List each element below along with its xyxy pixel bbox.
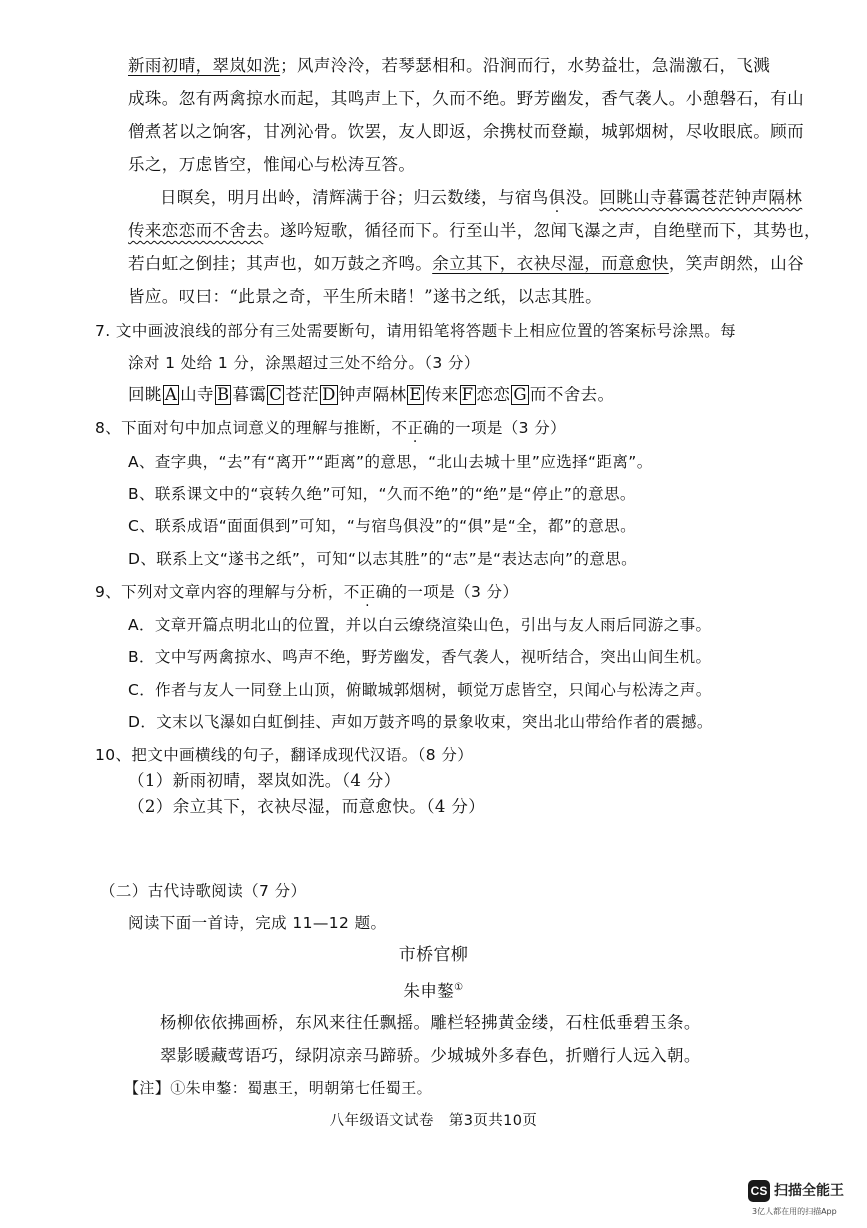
q7-stem: 涂对 1 处给 1 分，涂黑超过三处不给分。（3 分） [128,354,480,372]
answer-box: A [164,385,178,404]
q8-option: C、联系成语“面面俱到”可知，“与宿鸟俱没”的“俱”是“全，都”的意思。 [128,517,636,535]
q10-item: （1）新雨初晴，翠岚如洗。（4 分） [128,771,401,790]
q10-stem: 10、把文中画横线的句子，翻译成现代汉语。（8 分） [95,746,474,764]
underlined-sentence: 新雨初晴，翠岚如洗 [128,56,281,75]
q7-segments: 回眺 A 山寺 B 暮霭 C 苍茫 D 钟声隔林 E 传来 F 恋恋 G 而不舍去。 [128,385,615,404]
poem-line: 杨柳依依拂画桥，东风来往任飘摇。雕栏轻拂黄金缕，石柱低垂碧玉条。 [160,1013,701,1032]
q7-stem: 7. 文中画波浪线的部分有三处需要断句，请用铅笔将答题卡上相应位置的答案标号涂黑。每 [95,322,737,340]
poem-note: 【注】①朱申鏊：蜀惠王，明朝第七任蜀王。 [124,1079,433,1097]
q9-option: D．文末以飞瀑如白虹倒挂、声如万鼓齐鸣的景象收束，突出北山带给作者的震撼。 [128,713,713,731]
emphasis-text: 不正确 [343,583,392,601]
scanner-brand-tagline: 3亿人都在用的扫描App [752,1207,837,1216]
q9-option: B．文中写两禽掠水、鸣声不绝，野芳幽发，香气袭人，视听结合，突出山间生机。 [128,648,712,666]
q8-option: B、联系课文中的“哀转久绝”可知，“久而不绝”的“绝”是“停止”的意思。 [128,485,636,503]
q9-stem: 9、下列对文章内容的理解与分析，不正确的一项是（3 分） [95,583,519,601]
passage-line: 皆应。叹曰：“此景之奇，平生所未睹！”遂书之纸，以志其胜。 [128,287,602,306]
page-footer: 八年级语文试卷 第3页共10页 [329,1113,538,1129]
poem-line: 翠影暖藏莺语巧，绿阴凉亲马蹄骄。少城城外多春色，折赠行人远入朝。 [160,1046,701,1065]
passage-line: 僧煮茗以之饷客，甘冽沁骨。饮罢，友人即返，余携杖而登巅，城郭烟树，尽收眼底。顾而 [128,122,804,141]
answer-box: G [513,385,527,404]
q8-option: A、查字典，“去”有“离开”“距离”的意思，“北山去城十里”应选择“距离”。 [128,453,653,471]
poem-title: 市桥官柳 [398,945,469,965]
section-heading: （二）古代诗歌阅读（7 分） [100,882,307,900]
scanner-logo-icon: CS [748,1180,770,1202]
section-instruction: 阅读下面一首诗，完成 11—12 题。 [128,914,387,932]
passage-line: 传来恋恋而不舍去。遂吟短歌，循径而下。行至山半，忽闻飞瀑之声，自绝壁而下，其势也， [128,221,821,240]
passage-line: 日暝矣，明月出岭，清辉满于谷；归云数缕，与宿鸟俱没。回眺山寺暮霭苍茫钟声隔林 [160,188,803,207]
poem-author: 朱申鏊① [403,981,464,1001]
passage-line: 若白虹之倒挂；其声也，如万鼓之齐鸣。余立其下，衣袂尽湿，而意愈快，笑声朗然，山谷 [128,254,805,273]
wavy-underlined-text: 传来恋恋而不舍去 [128,221,264,240]
answer-box: C [269,385,283,404]
q8-stem: 8、下面对句中加点词意义的理解与推断，不正确的一项是（3 分） [95,419,567,437]
scanner-brand-name: 扫描全能王 [774,1183,844,1199]
answer-box: D [322,385,336,404]
q9-option: C．作者与友人一同登上山顶，俯瞰城郭烟树，顿觉万虑皆空，只闻心与松涛之声。 [128,681,712,699]
answer-box: B [216,385,230,404]
underlined-sentence: 余立其下，衣袂尽湿，而意愈快 [432,254,669,273]
passage-line: 新雨初晴，翠岚如洗；风声泠泠，若琴瑟相和。沿涧而行，水势益壮，急湍激石，飞溅 [128,56,771,75]
q9-option: A．文章开篇点明北山的位置，并以白云缭绕渲染山色，引出与友人雨后同游之事。 [128,616,712,634]
emphasis-text: 不正确 [391,419,440,437]
answer-box: E [409,385,422,404]
footnote-mark: ① [454,982,464,993]
passage-line: 乐之，万虑皆空，惟闻心与松涛互答。 [128,155,416,174]
wavy-underlined-text: 回眺山寺暮霭苍茫钟声隔林 [599,188,803,207]
q8-option: D、联系上文“遂书之纸”，可知“以志其胜”的“志”是“表达志向”的意思。 [128,550,638,568]
passage-line: 成珠。忽有两禽掠水而起，其鸣声上下，久而不绝。野芳幽发，香气袭人。小憩磐石，有山 [128,89,804,108]
answer-box: F [461,385,474,404]
q10-item: （2）余立其下，衣袂尽湿，而意愈快。（4 分） [128,797,486,816]
dotted-char: 俱 [548,188,566,207]
